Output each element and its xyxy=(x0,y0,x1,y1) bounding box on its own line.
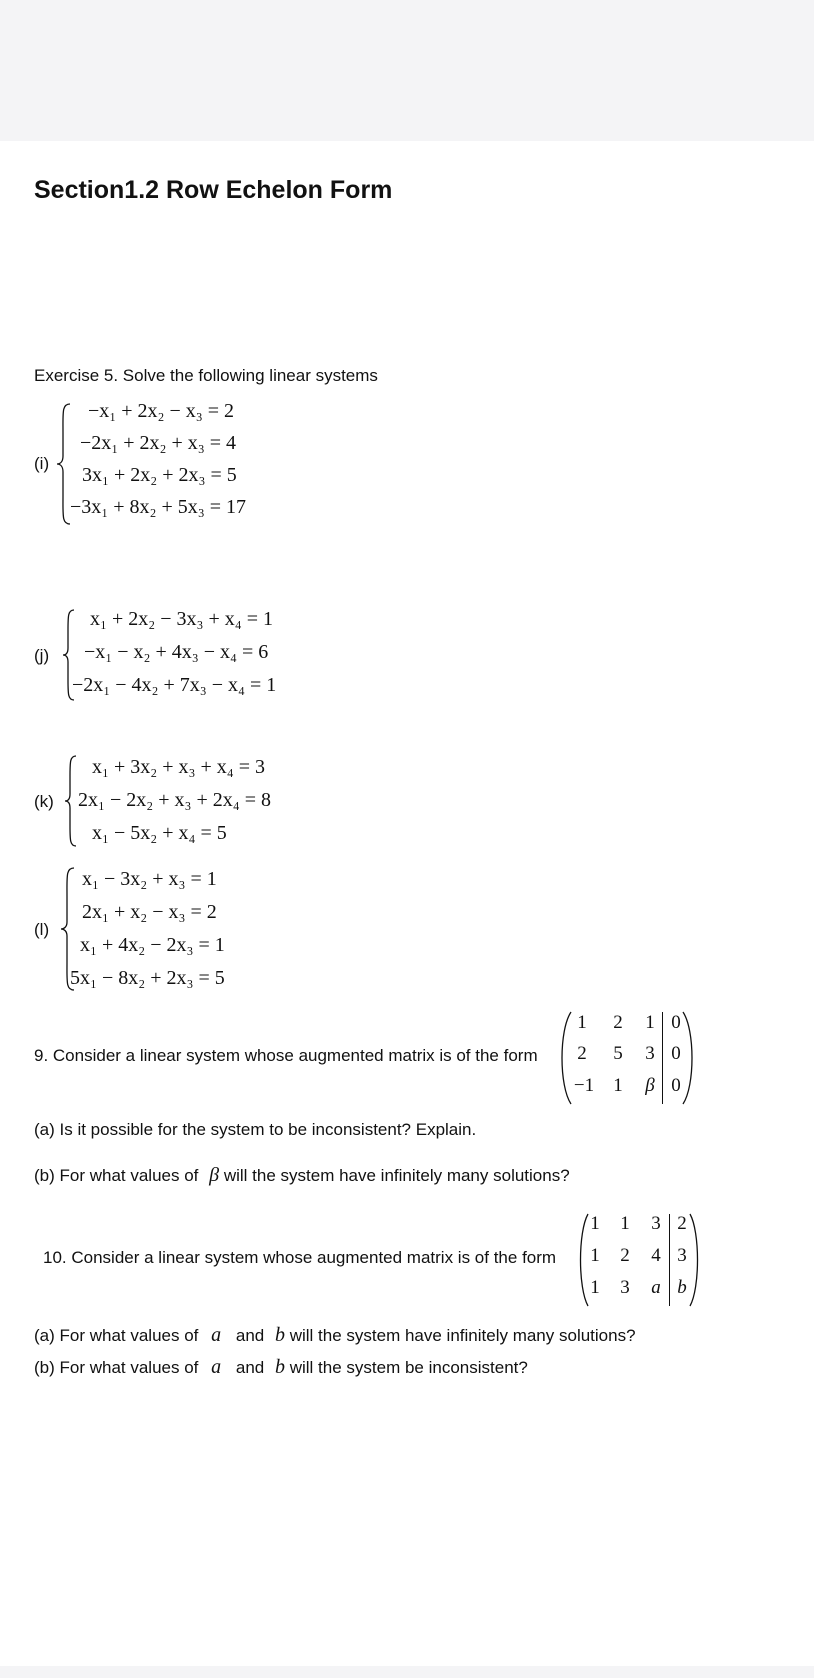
matrix-cell: 1 xyxy=(577,1012,587,1033)
matrix-cell: −1 xyxy=(573,1075,595,1096)
equation: −3x₁ + 8x₂ + 5x₃ = 17 xyxy=(70,496,247,518)
matrix-cell: 0 xyxy=(671,1043,681,1064)
q9-beta-symbol: β xyxy=(209,1164,220,1186)
q10-part-a xyxy=(34,1324,636,1347)
q10-text: 10. Consider a linear system whose augmented matrix is of the form xyxy=(43,1248,557,1267)
q9-matrix-augment-line xyxy=(662,1012,663,1104)
q9-part-b xyxy=(34,1164,570,1187)
matrix-cell: β xyxy=(645,1075,655,1096)
matrix-cell: 0 xyxy=(671,1012,681,1033)
equation: 2x₁ − 2x₂ + x₃ + 2x₄ = 8 xyxy=(78,789,272,811)
equation: x₁ + 3x₂ + x₃ + x₄ = 3 xyxy=(92,756,266,778)
q10-part-b xyxy=(34,1356,528,1379)
q10-matrix-augment-line xyxy=(669,1214,670,1306)
page-title: Section1.2 Row Echelon Form xyxy=(34,176,393,204)
exercise-intro: Exercise 5. Solve the following linear systems xyxy=(34,366,378,385)
equation: 2x₁ + x₂ − x₃ = 2 xyxy=(82,901,217,923)
equation: −x₁ − x₂ + 4x₃ − x₄ = 6 xyxy=(84,641,269,663)
matrix-cell: 1 xyxy=(590,1277,600,1298)
q10-and: and xyxy=(235,1326,265,1345)
matrix-cell: 2 xyxy=(677,1213,687,1234)
matrix-cell: 4 xyxy=(651,1245,661,1266)
q10-part-a-post: will the system have infinitely many solutions? xyxy=(289,1326,636,1345)
q10-b-symbol: b xyxy=(274,1356,285,1378)
matrix-cell: 2 xyxy=(613,1012,623,1033)
q10-part-b-post: will the system be inconsistent? xyxy=(289,1358,528,1377)
matrix-cell: a xyxy=(651,1277,661,1298)
equation: x₁ − 3x₂ + x₃ = 1 xyxy=(82,868,217,890)
q10-part-a-pre: (a) For what values of xyxy=(34,1326,199,1345)
q9-part-b-post: will the system have infinitely many solutions? xyxy=(223,1166,570,1185)
matrix-cell: 3 xyxy=(645,1043,655,1064)
system-k-brace xyxy=(64,754,78,848)
system-j-label: (j) xyxy=(34,646,50,665)
matrix-cell: 3 xyxy=(677,1245,687,1266)
system-l-label: (l) xyxy=(34,920,50,939)
q9-text: 9. Consider a linear system whose augmented matrix is of the form xyxy=(34,1046,538,1065)
q10-a-symbol: a xyxy=(211,1356,222,1378)
matrix-cell: 0 xyxy=(671,1075,681,1096)
q9-part-b-pre: (b) For what values of xyxy=(34,1166,199,1185)
matrix-cell: 1 xyxy=(590,1213,600,1234)
equation: x₁ + 4x₂ − 2x₃ = 1 xyxy=(80,934,225,956)
matrix-cell: 2 xyxy=(577,1043,587,1064)
matrix-cell: 3 xyxy=(620,1277,630,1298)
matrix-cell: 1 xyxy=(645,1012,655,1033)
matrix-cell: 1 xyxy=(620,1213,630,1234)
q10-and: and xyxy=(235,1358,265,1377)
equation: x₁ + 2x₂ − 3x₃ + x₄ = 1 xyxy=(90,608,274,630)
equation: 3x₁ + 2x₂ + 2x₃ = 5 xyxy=(82,464,237,486)
matrix-cell: 3 xyxy=(651,1213,661,1234)
equation: −x₁ + 2x₂ − x₃ = 2 xyxy=(88,400,235,422)
q10-b-symbol: b xyxy=(274,1324,285,1346)
equation: x₁ − 5x₂ + x₄ = 5 xyxy=(92,822,227,844)
q10-a-symbol: a xyxy=(211,1324,222,1346)
matrix-cell: 5 xyxy=(613,1043,623,1064)
equation: −2x₁ + 2x₂ + x₃ = 4 xyxy=(80,432,237,454)
matrix-cell: 2 xyxy=(620,1245,630,1266)
equation: −2x₁ − 4x₂ + 7x₃ − x₄ = 1 xyxy=(72,674,277,696)
system-i-label: (i) xyxy=(34,454,50,473)
matrix-cell: 1 xyxy=(590,1245,600,1266)
q10-part-b-pre: (b) For what values of xyxy=(34,1358,199,1377)
matrix-cell: b xyxy=(677,1277,687,1298)
q9-part-a: (a) Is it possible for the system to be inconsistent? Explain. xyxy=(34,1120,477,1139)
equation: 5x₁ − 8x₂ + 2x₃ = 5 xyxy=(70,967,225,989)
system-k-label: (k) xyxy=(34,792,54,811)
matrix-cell: 1 xyxy=(613,1075,623,1096)
